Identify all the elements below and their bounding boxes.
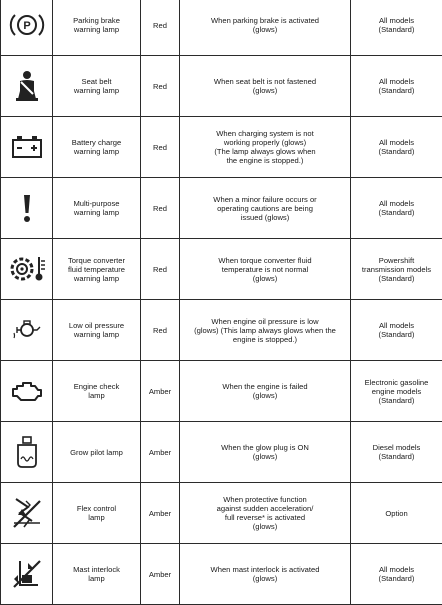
battery-icon [10,134,44,160]
table-row [1,422,442,483]
flex-control-icon [10,495,44,531]
lamp-name: Seat belt warning lamp [53,56,141,117]
lamp-color: Red [141,178,180,239]
lamp-models: All models (Standard) [351,178,442,239]
table-row [1,239,442,300]
table-row [1,300,442,361]
parking-brake-icon [7,10,47,40]
lamp-models: Powershift transmission models (Standard) [351,239,442,300]
mast-interlock-icon [10,557,44,591]
lamp-name: Torque converter fluid temperature warning lamp [53,239,141,300]
oil-pressure-icon [10,319,44,341]
lamp-condition: When seat belt is not fastened (glows) [180,56,351,117]
lamp-condition: When mast interlock is activated (glows) [180,544,351,605]
lamp-name: Parking brake warning lamp [53,0,141,56]
exclamation-icon [17,192,37,224]
lamp-color: Red [141,117,180,178]
lamp-name: Multi-purpose warning lamp [53,178,141,239]
lamp-condition: When protective function against sudden acceleration/ full reverse* is activated (glows) [180,483,351,544]
table-row [1,0,442,56]
lamp-models: All models (Standard) [351,544,442,605]
svg-text:P: P [23,20,30,32]
lamp-color: Red [141,300,180,361]
lamp-name: Mast interlock lamp [53,544,141,605]
lamp-condition: When charging system is not working properly (glows) (The lamp always glows when the engine is stopped.) [180,117,351,178]
table-row [1,178,442,239]
lamp-models: All models (Standard) [351,300,442,361]
lamp-models: All models (Standard) [351,56,442,117]
glow-plug-icon [12,435,42,469]
lamp-name: Engine check lamp [53,361,141,422]
lamp-color: Red [141,0,180,56]
lamp-models: All models (Standard) [351,0,442,56]
lamp-condition: When parking brake is activated (glows) [180,0,351,56]
lamp-condition: When engine oil pressure is low (glows) (This lamp always glows when the engine is stopped.) [180,300,351,361]
lamp-color: Amber [141,361,180,422]
lamp-color: Amber [141,483,180,544]
lamp-condition: When torque converter fluid temperature is not normal (glows) [180,239,351,300]
lamp-color: Amber [141,544,180,605]
lamp-color: Amber [141,422,180,483]
lamp-color: Red [141,56,180,117]
lamp-condition: When the engine is failed (glows) [180,361,351,422]
lamp-models: Diesel models (Standard) [351,422,442,483]
lamp-color: Red [141,239,180,300]
lamp-models: Electronic gasoline engine models (Standard) [351,361,442,422]
engine-check-icon [9,379,45,403]
torque-converter-temp-icon [7,253,47,285]
lamp-name: Grow pilot lamp [53,422,141,483]
seat-belt-icon [12,69,42,103]
table-row [1,361,442,422]
table-row [1,544,442,605]
table-row [1,483,442,544]
lamp-condition: When a minor failure occurs or operating cautions are being issued (glows) [180,178,351,239]
table-row [1,117,442,178]
lamp-models: Option [351,483,442,544]
lamp-name: Battery charge warning lamp [53,117,141,178]
lamp-models: All models (Standard) [351,117,442,178]
lamp-name: Flex control lamp [53,483,141,544]
lamp-condition: When the glow plug is ON (glows) [180,422,351,483]
lamp-name: Low oil pressure warning lamp [53,300,141,361]
table-row [1,56,442,117]
